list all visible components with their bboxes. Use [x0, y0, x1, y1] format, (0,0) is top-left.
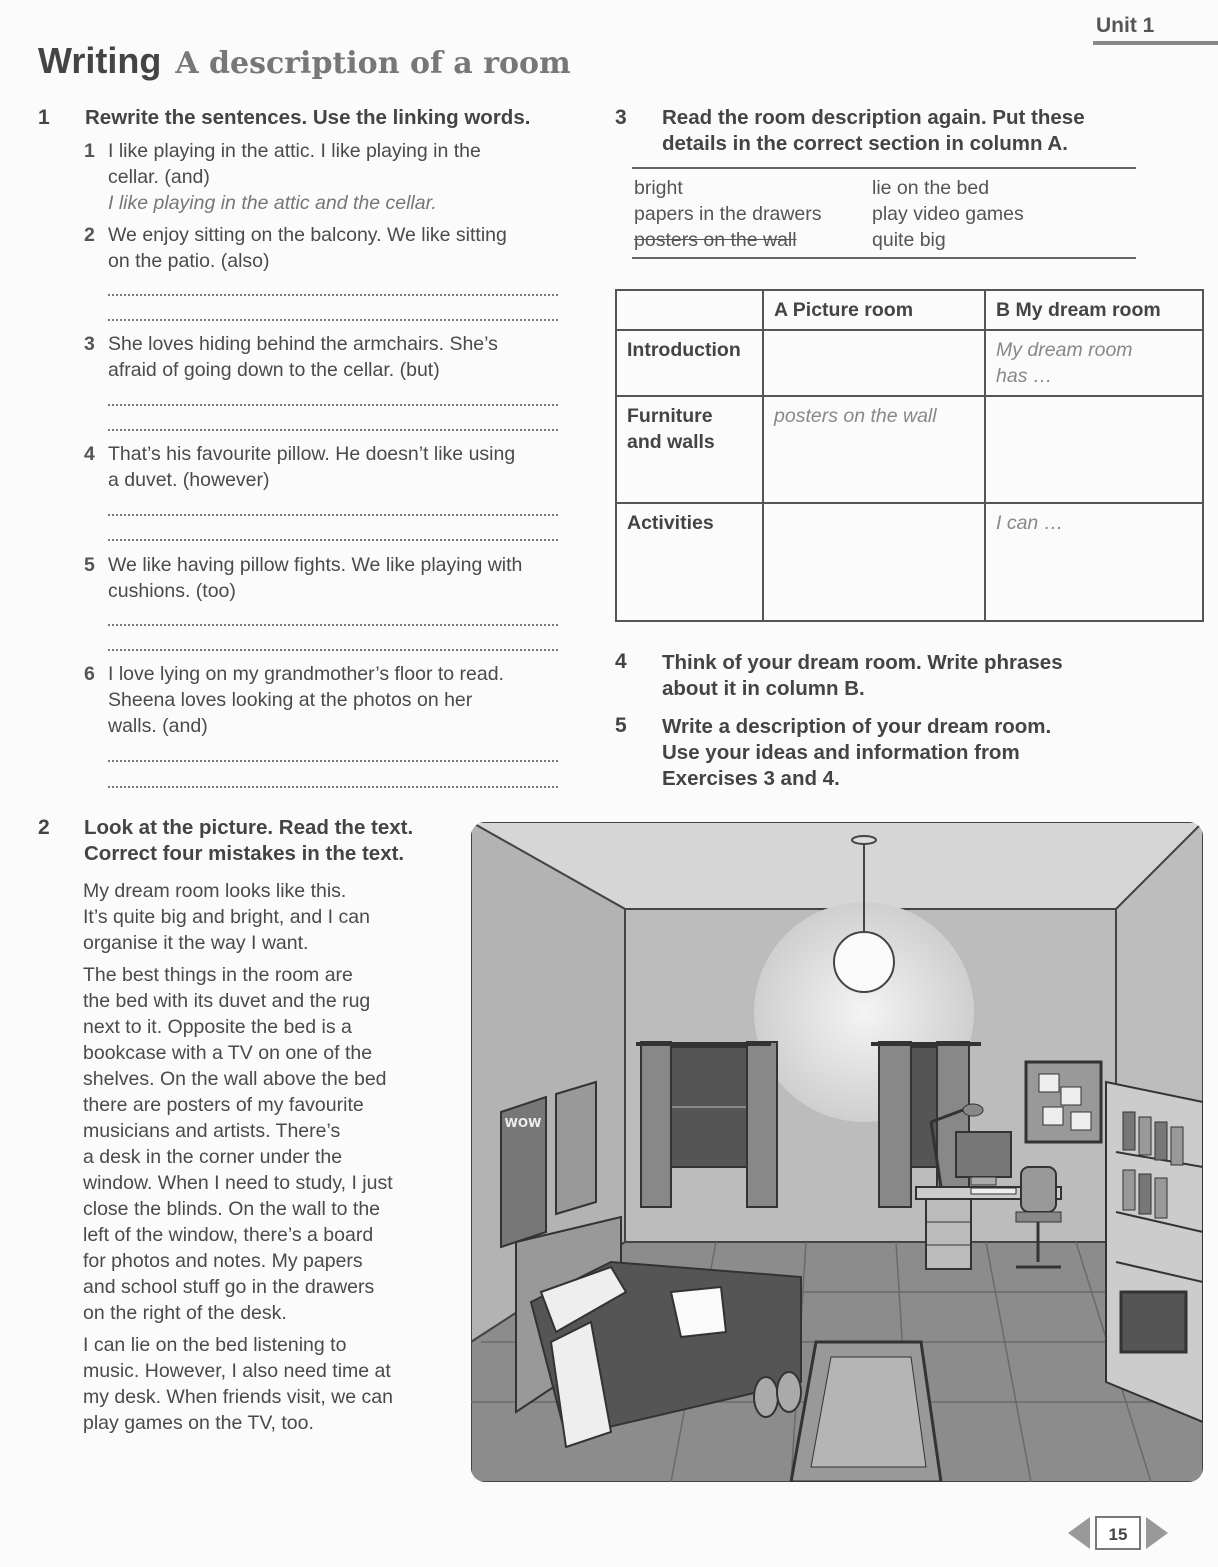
ex2-paragraph-1: My dream room looks like this. It’s quite big and bright, and I can organise it the way I want.	[83, 880, 370, 954]
answer-line[interactable]	[108, 760, 558, 762]
row-label: Introduction	[616, 330, 763, 396]
page-navigator	[1068, 1513, 1168, 1558]
header-picture-room: A Picture room	[763, 290, 985, 330]
table-row	[616, 503, 1203, 621]
title-sub: A description of a room	[175, 46, 571, 81]
word-item: play video games	[872, 203, 1024, 225]
row-label: Furniture and walls	[616, 396, 763, 503]
ex5-number: 5	[615, 714, 627, 737]
answer-cell[interactable]: My dream room has …	[985, 330, 1203, 396]
word-item: lie on the bed	[872, 177, 990, 199]
ex1-item-3: 3 She loves hiding behind the armchairs. She’s afraid of going down to the cellar. (but)	[84, 333, 498, 381]
title-main: Writing	[38, 40, 162, 81]
ex1-number: 1	[38, 106, 50, 129]
room-table	[615, 289, 1204, 622]
ex1-item-2: 2 We enjoy sitting on the balcony. We like sitting on the patio. (also)	[84, 224, 507, 272]
answer-line[interactable]	[108, 319, 558, 321]
answer-cell[interactable]: I can …	[985, 503, 1203, 621]
ex2-paragraph-3: I can lie on the bed listening to music. However, I also need time at my desk. When friends visit, we can play games on the TV, too.	[83, 1334, 393, 1434]
poster-text: WOW	[504, 1116, 542, 1130]
answer-line[interactable]	[108, 786, 558, 788]
ex1-instruction: Rewrite the sentences. Use the linking words.	[85, 106, 531, 129]
ex2-number: 2	[38, 816, 50, 839]
ex3-instruction: Read the room description again. Put these details in the correct section in column A.	[662, 106, 1085, 155]
ex1-item-4: 4 That’s his favourite pillow. He doesn’t like using a duvet. (however)	[84, 443, 516, 491]
page-number: 15	[1108, 1525, 1128, 1544]
ex2-text	[83, 878, 453, 1442]
ex5-instruction: Write a description of your dream room. Use your ideas and information from Exercises 3 and 4.	[662, 715, 1052, 790]
word-item: quite big	[872, 229, 946, 251]
ex1-item-1: 1 I like playing in the attic. I like playing in the cellar. (and) I like playing in the attic and the cellar.	[84, 138, 564, 216]
answer-line[interactable]	[108, 514, 558, 516]
ex2-instruction: Look at the picture. Read the text. Correct four mistakes in the text.	[84, 816, 414, 865]
table-corner	[616, 290, 763, 330]
answer-line[interactable]	[108, 624, 558, 626]
word-item: papers in the drawers	[634, 203, 822, 225]
previous-page-icon[interactable]	[1068, 1517, 1090, 1549]
answer-line[interactable]	[108, 294, 558, 296]
next-page-icon[interactable]	[1146, 1517, 1168, 1549]
room-illustration	[471, 822, 1203, 1482]
ex1-item-6: 6 I love lying on my grandmother’s floor to read. Sheena loves looking at the photos on her walls. (and)	[84, 663, 504, 737]
word-item-used: posters on the wall	[634, 229, 797, 251]
answer-line[interactable]	[108, 429, 558, 431]
ex2-paragraph-2: The best things in the room are the bed with its duvet and the rug next to it. Opposite the bed is a bookcase with a TV on one of the shelves. On the wall above the bed there are posters of my favourite musicians and artists. There’s a desk in the corner under the window. When I need to study, I just close the blinds. On the wall to the left of the window, there’s a board for photos and notes. My papers and school stuff go in the drawers on the right of the desk.	[83, 964, 393, 1324]
answer-cell[interactable]	[763, 503, 985, 621]
ex4-instruction: Think of your dream room. Write phrases about it in column B.	[662, 651, 1063, 700]
ex1-example-answer: I like playing in the attic and the cellar.	[108, 192, 437, 214]
answer-cell[interactable]	[985, 396, 1203, 503]
ex4-number: 4	[615, 650, 627, 673]
unit-label: Unit 1	[1093, 14, 1218, 45]
word-box	[632, 167, 1136, 259]
row-label: Activities	[616, 503, 763, 621]
ex3-number: 3	[615, 106, 627, 129]
table-row	[616, 330, 1203, 396]
page-title	[38, 40, 571, 82]
header-dream-room: B My dream room	[985, 290, 1203, 330]
answer-cell[interactable]	[763, 330, 985, 396]
answer-line[interactable]	[108, 539, 558, 541]
ex1-item-5: 5 We like having pillow fights. We like playing with cushions. (too)	[84, 554, 523, 602]
table-row	[616, 396, 1203, 503]
answer-cell[interactable]: posters on the wall	[763, 396, 985, 503]
answer-line[interactable]	[108, 404, 558, 406]
answer-line[interactable]	[108, 649, 558, 651]
word-item: bright	[634, 177, 683, 199]
